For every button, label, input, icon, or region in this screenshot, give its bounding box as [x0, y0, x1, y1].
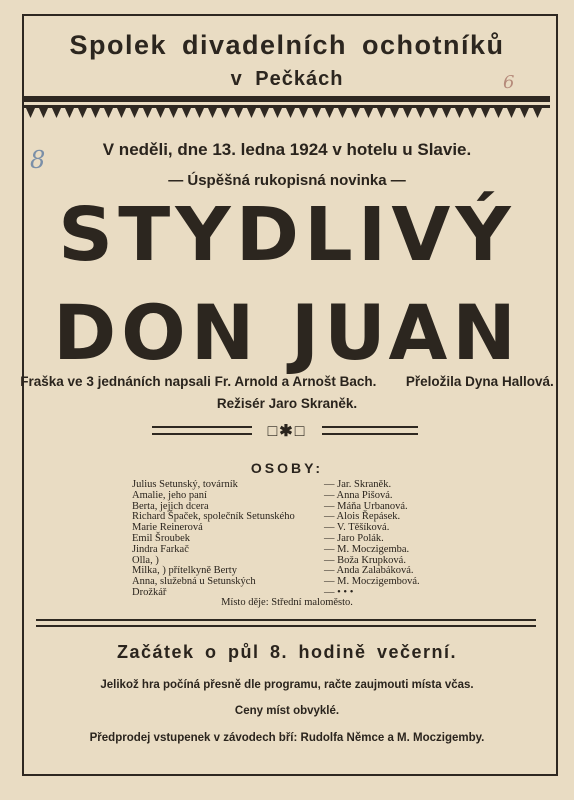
- handwritten-number-top: 6: [503, 72, 515, 93]
- cast-heading: OSOBY:: [250, 460, 324, 476]
- divider-bottom-line: [36, 625, 536, 627]
- bunting-flag: [26, 108, 35, 118]
- cast-row: [132, 577, 472, 588]
- setting-line: Místo děje: Střední maloměsto.: [221, 597, 353, 608]
- cast-actor: — Boža Krupková.: [324, 554, 406, 566]
- cast-role: Olla, ): [132, 554, 159, 566]
- punctuality-note: Jelikož hra počíná přesně dle programu, račte zaujmouti místa včas.: [100, 679, 474, 691]
- bunting-flag: [208, 108, 217, 118]
- cast-role: Julius Setunský, továrník: [132, 479, 238, 490]
- cast-actor: — Anna Pišová.: [324, 489, 393, 501]
- cast-role: Drožkář: [132, 586, 167, 598]
- cast-role: Richard Špaček, společník Setunského: [132, 511, 295, 523]
- cast-actor: — M. Moczigemba.: [324, 543, 410, 555]
- play-title-line2: DON JUAN: [53, 288, 521, 377]
- bunting-flag: [299, 108, 308, 118]
- presale-info: Předprodej vstupenek v závodech bří: Rudolfa Němce a M. Moczigemby.: [89, 732, 485, 744]
- bunting-flag: [104, 108, 113, 118]
- cast-actor: — Jar. Skraněk.: [324, 479, 392, 490]
- cast-actor: — V. Těšíková.: [324, 522, 390, 534]
- cast-actor: — Jaro Polák.: [324, 532, 384, 544]
- bunting-flag: [494, 108, 503, 118]
- ornament-glyphs: □✱□: [267, 423, 307, 440]
- bunting-flag: [247, 108, 256, 118]
- bunting-flag: [65, 108, 74, 118]
- cast-role: Emil Šroubek: [132, 532, 191, 544]
- bunting-flag: [416, 108, 425, 118]
- cast-row: [132, 545, 472, 556]
- credits-line: [0, 374, 574, 389]
- cast-role: Amalie, jeho paní: [132, 489, 207, 501]
- divider-top-line: [36, 619, 536, 621]
- cast-role: Berta, jejich dcera: [132, 500, 209, 512]
- bunting-flag: [78, 108, 87, 118]
- organization-location: v Pečkách: [230, 68, 344, 90]
- bunting-flag: [234, 108, 243, 118]
- bunting-flag: [468, 108, 477, 118]
- bunting-flag: [325, 108, 334, 118]
- bunting-flag: [221, 108, 230, 118]
- bunting-flag: [390, 108, 399, 118]
- novelty-tagline: — Úspěšná rukopisná novinka —: [168, 172, 406, 189]
- bunting-flag: [455, 108, 464, 118]
- handwritten-number-left: 8: [30, 146, 46, 174]
- bunting-flag: [533, 108, 542, 118]
- director-credit: Režisér Jaro Skraněk.: [216, 396, 358, 411]
- bunting-flag: [312, 108, 321, 118]
- bunting-decoration: [24, 94, 550, 134]
- bunting-flag: [507, 108, 516, 118]
- bunting-flag: [39, 108, 48, 118]
- bunting-flag: [52, 108, 61, 118]
- translator-credit: Přeložila Dyna Hallová.: [405, 374, 554, 389]
- bunting-flag: [195, 108, 204, 118]
- bunting-flag: [156, 108, 165, 118]
- cast-actor: — • • •: [324, 586, 354, 598]
- cast-actor: — Alois Řepásek.: [324, 511, 401, 523]
- bunting-flag: [364, 108, 373, 118]
- organization-name: Spolek divadelních ochotníků: [69, 30, 505, 60]
- bunting-flag: [260, 108, 269, 118]
- bunting-flag: [377, 108, 386, 118]
- cast-actor: — Anda Zalabáková.: [324, 565, 414, 577]
- cast-role: Anna, služebná u Setunských: [132, 576, 256, 588]
- bunting-flag: [481, 108, 490, 118]
- bunting-flag: [286, 108, 295, 118]
- cast-role: Milka, ) přítelkyně Berty: [132, 565, 237, 577]
- bunting-flag: [403, 108, 412, 118]
- bunting-flag: [91, 108, 100, 118]
- cast-role: Jindra Farkač: [132, 543, 189, 555]
- start-time: Začátek o půl 8. hodině večerní.: [116, 642, 458, 662]
- bunting-flag: [117, 108, 126, 118]
- bunting-flag: [273, 108, 282, 118]
- bunting-flag: [429, 108, 438, 118]
- cast-actor: — Máňa Urbanová.: [324, 500, 408, 512]
- bunting-flag: [143, 108, 152, 118]
- cast-list: [132, 480, 472, 599]
- bunting-flag: [338, 108, 347, 118]
- cast-row: [132, 491, 472, 502]
- bunting-flag: [442, 108, 451, 118]
- bunting-flag: [130, 108, 139, 118]
- event-date: V neděli, dne 13. ledna 1924 v hotelu u Slavie.: [102, 140, 472, 159]
- authors-credit: Fraška ve 3 jednáních napsali Fr. Arnold a Arnošt Bach.: [20, 374, 377, 389]
- cast-actor: — M. Moczigembová.: [324, 576, 420, 588]
- bunting-flag: [520, 108, 529, 118]
- ticket-prices: Ceny míst obvyklé.: [234, 705, 340, 717]
- bunting-flag: [351, 108, 360, 118]
- bunting-flag: [169, 108, 178, 118]
- bunting-flag: [182, 108, 191, 118]
- play-title-line1: STYDLIVÝ: [58, 192, 516, 278]
- cast-role: Marie Reinerová: [132, 522, 203, 534]
